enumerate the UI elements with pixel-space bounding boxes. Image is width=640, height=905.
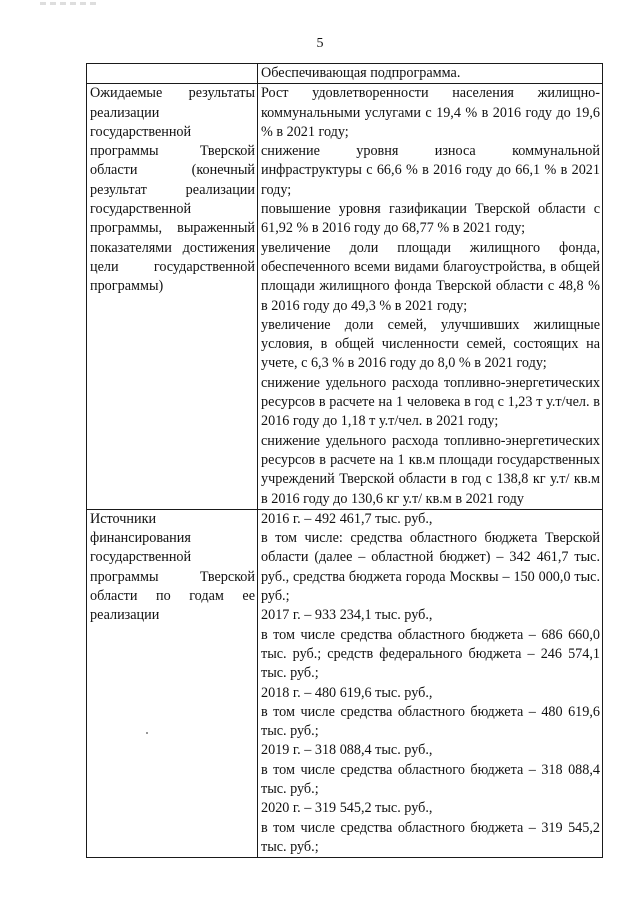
funding-detail-item: в том числе средства областного бюджета – 319 545,2 тыс. руб.; xyxy=(261,819,600,855)
result-item: увеличение доли семей, улучшивших жилищные условия, в общей численности семей, состоящих на учете, с 6,3 % в 2016 году до 8,0 % в 2021 году; xyxy=(261,316,600,372)
funding-detail-item: в том числе средства областного бюджета – 318 088,4 тыс. руб.; xyxy=(261,761,600,797)
funding-year-item: 2020 г. – 319 545,2 тыс. руб., xyxy=(261,800,433,817)
result-item: снижение удельного расхода топливно-энергетических ресурсов в расчете на 1 кв.м площади государственных учреждений Тверской области в год с 138,8 кг у.т/ кв.м в 2016 году до 130,6 кг у.т/ кв.м в 2021 году xyxy=(261,432,600,507)
funding-year-item: 2018 г. – 480 619,6 тыс. руб., xyxy=(261,684,433,701)
funding-sources-content xyxy=(258,509,603,857)
funding-year-item: 2017 г. – 933 234,1 тыс. руб., xyxy=(261,607,433,624)
funding-sources-label: Источники финансирования государственной программы Тверской области по годам ее реализации xyxy=(87,509,258,857)
expected-results-label: Ожидаемые результаты реализации государственной программы Тверской области (конечный результат реализации государственной программы, выраженный показателями достижения цели государственной программы) xyxy=(87,84,258,510)
page-number: 5 xyxy=(316,36,324,51)
result-item: снижение удельного расхода топливно-энергетических ресурсов в расчете на 1 человека в год с 1,23 т у.т/чел. в 2016 году до 1,18 т у.т/чел. в 2021 году; xyxy=(261,374,600,430)
program-passport-table xyxy=(86,63,603,858)
table-row xyxy=(87,64,603,84)
table-row xyxy=(87,84,603,510)
scan-artifact xyxy=(40,2,100,5)
subprogram-title-cell: Обеспечивающая подпрограмма. xyxy=(258,64,603,84)
funding-detail-item: в том числе: средства областного бюджета Тверской области (далее – областной бюджет) – 342 461,7 тыс. руб., средства бюджета города Москвы – 150 000,0 тыс. руб.; xyxy=(261,530,600,605)
funding-detail-item: в том числе средства областного бюджета – 480 619,6 тыс. руб.; xyxy=(261,703,600,740)
scan-speck xyxy=(146,732,148,734)
table-row xyxy=(87,509,603,857)
funding-year-item: 2019 г. – 318 088,4 тыс. руб., xyxy=(261,742,433,759)
result-item: повышение уровня газификации Тверской области с 61,92 % в 2016 году до 68,77 % в 2021 году; xyxy=(261,201,600,237)
funding-year-item: 2016 г. – 492 461,7 тыс. руб., xyxy=(261,510,433,527)
expected-results-content xyxy=(258,84,603,510)
funding-detail-item: в том числе средства областного бюджета – 686 660,0 тыс. руб.; средств федерального бюджета – 246 574,1 тыс. руб.; xyxy=(261,626,600,682)
result-item: увеличение доли площади жилищного фонда, обеспеченного всеми видами благоустройства, в общей площади жилищного фонда Тверской области с 48,8 % в 2016 году до 49,3 % в 2021 году; xyxy=(261,239,600,314)
result-item: Рост удовлетворенности населения жилищно-коммунальными услугами с 19,4 % в 2016 году до 19,6 % в 2021 году; xyxy=(261,85,600,140)
header-left-cell xyxy=(87,64,258,84)
result-item: снижение уровня износа коммунальной инфраструктуры с 66,6 % в 2016 году до 66,1 % в 2021 году; xyxy=(261,143,600,198)
